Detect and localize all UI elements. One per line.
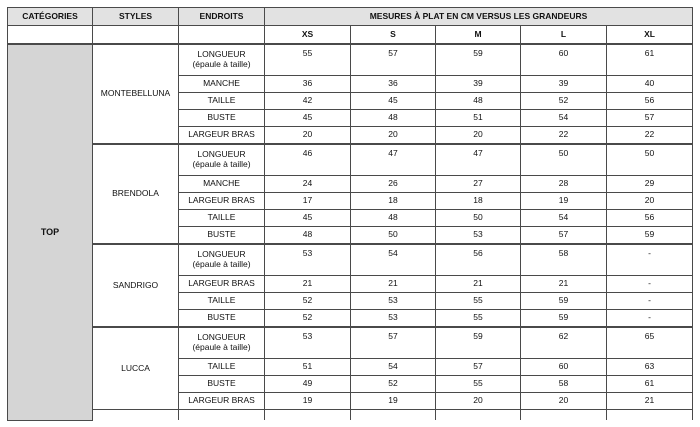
location-label: LARGEUR BRAS <box>188 395 255 406</box>
measure-cell: 21 <box>607 393 693 410</box>
size-header-row <box>8 26 693 45</box>
measure-cell: 57 <box>351 44 436 76</box>
location-label: MANCHE <box>203 78 240 89</box>
measure-cell: 26 <box>351 176 436 193</box>
location-cell <box>179 176 265 193</box>
measure-cell: 21 <box>265 276 351 293</box>
blank-cell <box>179 26 265 45</box>
measure-cell: 59 <box>521 293 607 310</box>
location-sublabel: (épaule à taille) <box>192 342 251 352</box>
location-cell <box>179 227 265 245</box>
location-cell <box>179 393 265 410</box>
measure-cell: 48 <box>436 93 521 110</box>
measure-cell: 58 <box>521 376 607 393</box>
location-label: MANCHE <box>203 178 240 189</box>
location-label: TAILLE <box>207 212 236 223</box>
blank-cell <box>8 26 93 45</box>
measure-cell: 50 <box>351 227 436 245</box>
measure-cell: 50 <box>436 210 521 227</box>
location-cell <box>179 76 265 93</box>
measure-cell: 17 <box>265 193 351 210</box>
style-cell: BRENDOLA <box>93 144 179 244</box>
measure-cell: 51 <box>436 110 521 127</box>
blank-cell <box>521 410 607 421</box>
measure-cell: 46 <box>265 144 351 176</box>
location-cell <box>179 376 265 393</box>
measure-cell: 52 <box>265 310 351 328</box>
measure-cell: 59 <box>436 44 521 76</box>
measure-cell: 36 <box>265 76 351 93</box>
category-cell: TOP <box>8 44 93 420</box>
size-header-l: L <box>521 26 607 45</box>
measure-cell: 21 <box>521 276 607 293</box>
measure-cell: 47 <box>436 144 521 176</box>
measure-cell: 58 <box>521 244 607 276</box>
size-header-xs: XS <box>265 26 351 45</box>
measure-cell: 20 <box>436 127 521 145</box>
location-cell <box>179 210 265 227</box>
measure-cell: - <box>607 276 693 293</box>
measure-cell: 21 <box>351 276 436 293</box>
measure-cell: 48 <box>265 227 351 245</box>
location-label: LARGEUR BRAS <box>188 278 255 289</box>
measure-cell: 45 <box>265 210 351 227</box>
blank-cell <box>607 410 693 421</box>
measure-cell: 19 <box>521 193 607 210</box>
measure-cell: 53 <box>265 244 351 276</box>
measure-cell: 42 <box>265 93 351 110</box>
measure-cell: 60 <box>521 44 607 76</box>
header-categories: CATÉGORIES <box>8 8 93 26</box>
measure-cell: 19 <box>265 393 351 410</box>
measure-cell: 55 <box>436 293 521 310</box>
measure-cell: 55 <box>436 376 521 393</box>
measure-cell: 57 <box>521 227 607 245</box>
measure-cell: 52 <box>351 376 436 393</box>
measure-cell: 55 <box>265 44 351 76</box>
location-label: LARGEUR BRAS <box>188 129 255 140</box>
location-sublabel: (épaule à taille) <box>192 59 251 69</box>
location-label: BUSTE <box>207 112 236 123</box>
size-table <box>7 7 693 421</box>
measure-cell: 48 <box>351 110 436 127</box>
measure-cell: 20 <box>521 393 607 410</box>
measure-cell: 57 <box>607 110 693 127</box>
measure-cell: 20 <box>436 393 521 410</box>
location-cell <box>179 359 265 376</box>
measure-cell: 45 <box>265 110 351 127</box>
measure-cell: 54 <box>521 110 607 127</box>
location-sublabel: (épaule à taille) <box>192 159 251 169</box>
measure-cell: 40 <box>607 76 693 93</box>
table-row <box>8 44 693 76</box>
blank-cell <box>265 410 351 421</box>
header-row <box>8 8 693 26</box>
measure-cell: 27 <box>436 176 521 193</box>
measure-cell: 53 <box>351 310 436 328</box>
measure-cell: 45 <box>351 93 436 110</box>
measure-cell: 63 <box>607 359 693 376</box>
measure-cell: 59 <box>521 310 607 328</box>
style-cell: MONTEBELLUNA <box>93 44 179 144</box>
location-cell <box>179 310 265 328</box>
measure-cell: 65 <box>607 327 693 359</box>
location-label: TAILLE <box>207 295 236 306</box>
measure-cell: 18 <box>351 193 436 210</box>
measure-cell: 29 <box>607 176 693 193</box>
location-label: LARGEUR BRAS <box>188 195 255 206</box>
location-label: TAILLE <box>207 361 236 372</box>
measure-cell: 52 <box>265 293 351 310</box>
measure-cell: 53 <box>436 227 521 245</box>
measure-cell: 54 <box>351 359 436 376</box>
measure-cell: 28 <box>521 176 607 193</box>
blank-cell <box>93 410 179 421</box>
header-locations: ENDROITS <box>179 8 265 26</box>
measure-cell: - <box>607 244 693 276</box>
measure-cell: 21 <box>436 276 521 293</box>
blank-cell <box>179 410 265 421</box>
measure-cell: 39 <box>521 76 607 93</box>
measure-cell: 50 <box>607 144 693 176</box>
location-cell <box>179 44 265 76</box>
size-header-xl: XL <box>607 26 693 45</box>
measure-cell: 39 <box>436 76 521 93</box>
measure-cell: 51 <box>265 359 351 376</box>
measure-cell: 20 <box>265 127 351 145</box>
measure-cell: 57 <box>436 359 521 376</box>
table-body <box>8 44 693 420</box>
measure-cell: 55 <box>436 310 521 328</box>
measure-cell: 61 <box>607 44 693 76</box>
header-measures: MESURES À PLAT EN CM VERSUS LES GRANDEURS <box>265 8 693 26</box>
table-row <box>8 327 693 359</box>
measure-cell: 60 <box>521 359 607 376</box>
measure-cell: 57 <box>351 327 436 359</box>
measure-cell: 53 <box>265 327 351 359</box>
header-styles: STYLES <box>93 8 179 26</box>
measure-cell: 22 <box>521 127 607 145</box>
table-row <box>8 244 693 276</box>
style-cell: LUCCA <box>93 327 179 410</box>
location-cell <box>179 327 265 359</box>
style-cell: SANDRIGO <box>93 244 179 327</box>
measure-cell: 50 <box>521 144 607 176</box>
table-row <box>8 410 693 421</box>
measure-cell: 47 <box>351 144 436 176</box>
measure-cell: 20 <box>607 193 693 210</box>
measure-cell: 18 <box>436 193 521 210</box>
size-header-m: M <box>436 26 521 45</box>
location-cell <box>179 93 265 110</box>
location-label: BUSTE <box>207 312 236 323</box>
measure-cell: 54 <box>351 244 436 276</box>
blank-cell <box>351 410 436 421</box>
location-cell <box>179 110 265 127</box>
location-label: LONGUEUR <box>197 249 246 260</box>
measure-cell: 62 <box>521 327 607 359</box>
location-label: TAILLE <box>207 95 236 106</box>
measure-cell: 56 <box>607 93 693 110</box>
measure-cell: 56 <box>607 210 693 227</box>
measure-cell: 59 <box>436 327 521 359</box>
measure-cell: 59 <box>607 227 693 245</box>
location-cell <box>179 276 265 293</box>
measure-cell: 19 <box>351 393 436 410</box>
measure-cell: - <box>607 293 693 310</box>
measure-cell: 22 <box>607 127 693 145</box>
measure-cell: 48 <box>351 210 436 227</box>
measure-cell: 56 <box>436 244 521 276</box>
location-label: LONGUEUR <box>197 149 246 160</box>
measure-cell: 49 <box>265 376 351 393</box>
measure-cell: 53 <box>351 293 436 310</box>
location-cell <box>179 193 265 210</box>
table-row <box>8 144 693 176</box>
measure-cell: 52 <box>521 93 607 110</box>
size-chart <box>7 7 693 421</box>
location-cell <box>179 244 265 276</box>
measure-cell: - <box>607 310 693 328</box>
blank-cell <box>436 410 521 421</box>
location-cell <box>179 293 265 310</box>
location-label: BUSTE <box>207 229 236 240</box>
size-header-s: S <box>351 26 436 45</box>
location-sublabel: (épaule à taille) <box>192 259 251 269</box>
location-label: BUSTE <box>207 378 236 389</box>
location-cell <box>179 127 265 145</box>
blank-cell <box>93 26 179 45</box>
location-cell <box>179 144 265 176</box>
location-label: LONGUEUR <box>197 332 246 343</box>
measure-cell: 24 <box>265 176 351 193</box>
measure-cell: 61 <box>607 376 693 393</box>
location-label: LONGUEUR <box>197 49 246 60</box>
measure-cell: 36 <box>351 76 436 93</box>
measure-cell: 54 <box>521 210 607 227</box>
measure-cell: 20 <box>351 127 436 145</box>
